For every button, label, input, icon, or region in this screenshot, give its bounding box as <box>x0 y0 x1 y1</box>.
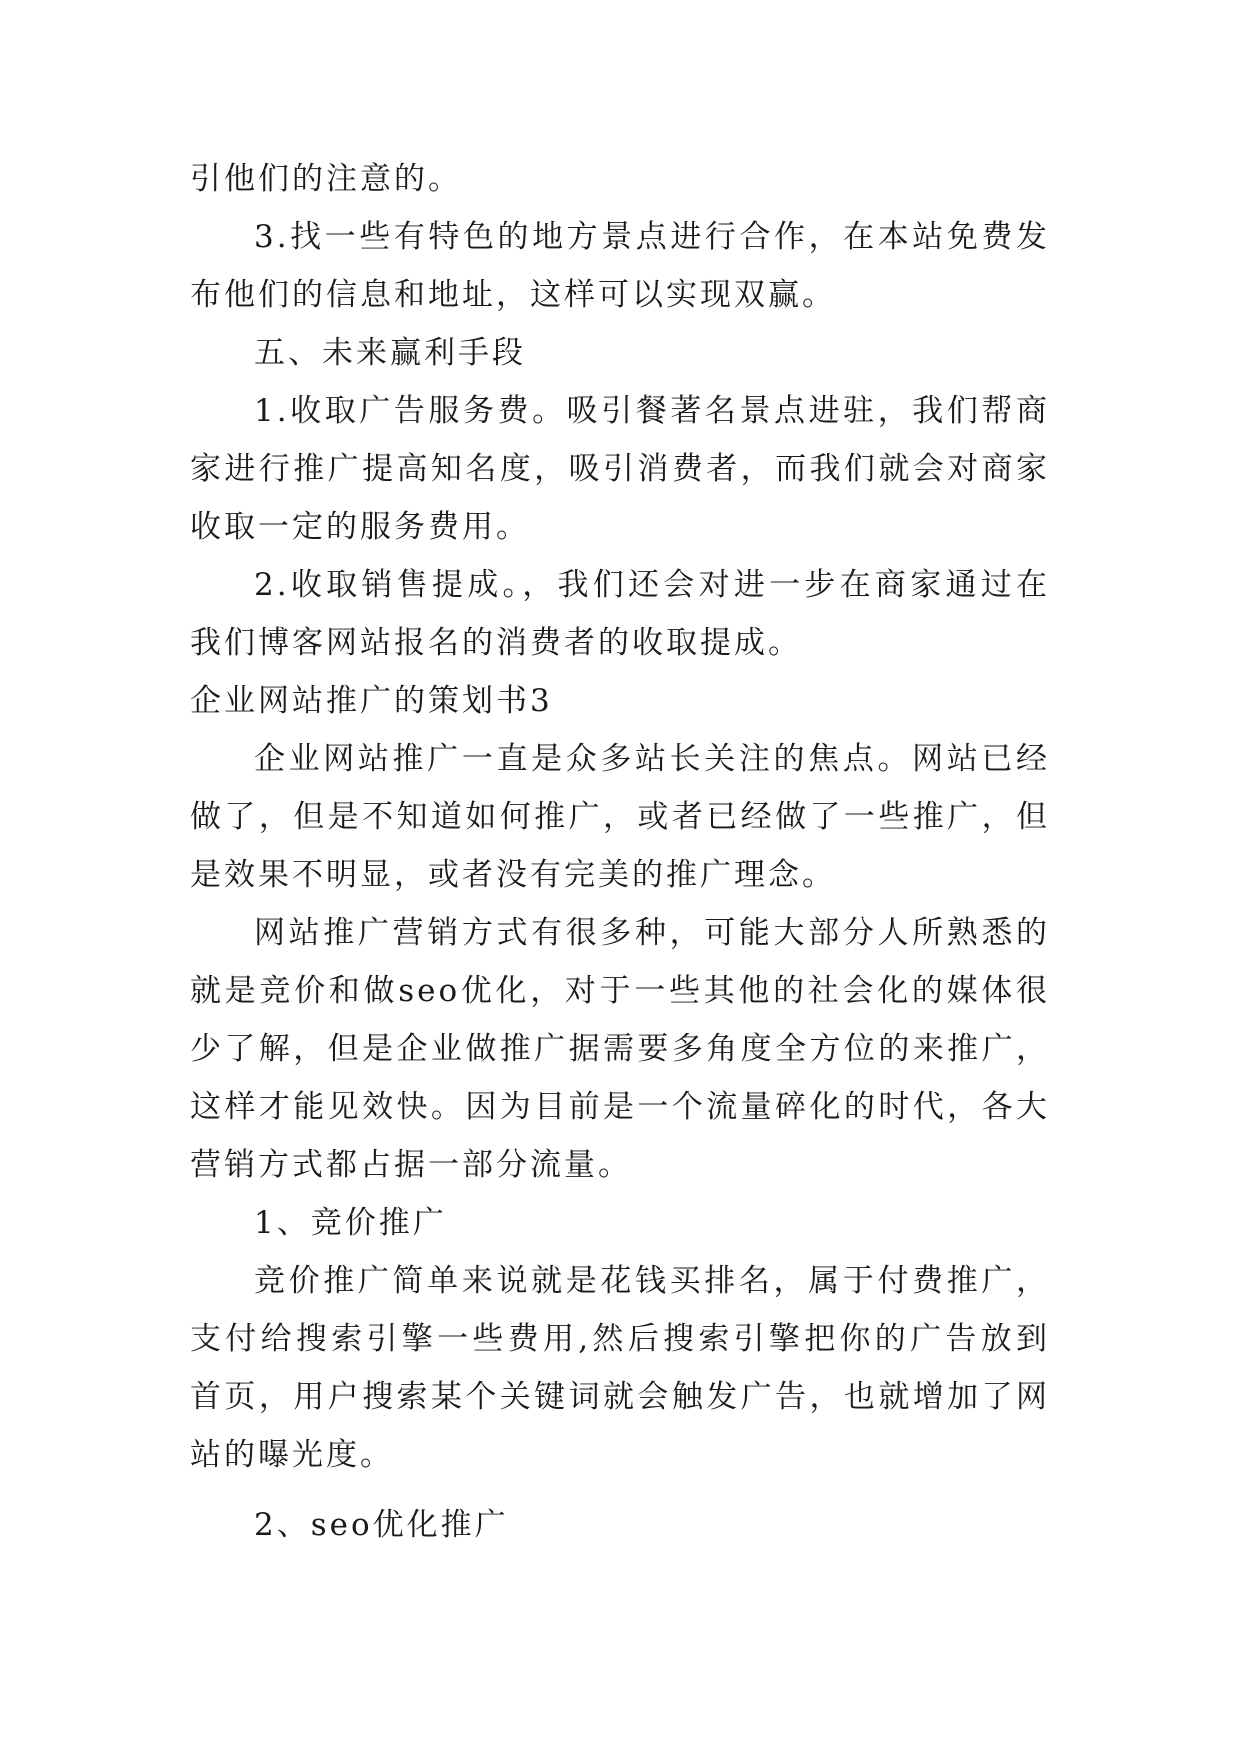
section-heading-profit: 五、未来赢利手段 <box>254 335 526 371</box>
subheading-bidding: 1、竞价推广 <box>254 1205 447 1241</box>
document-page <box>190 150 1050 1554</box>
paragraph-item-3: 3.找一些有特色的地方景点进行合作，在本站免费发布他们的信息和地址，这样可以实现双赢。 <box>190 219 1050 313</box>
paragraph-continuation: 引他们的注意的。 <box>190 161 462 197</box>
document-title: 企业网站推广的策划书3 <box>190 683 553 719</box>
paragraph-item-commission: 2.收取销售提成。，我们还会对进一步在商家通过在我们博客网站报名的消费者的收取提成。 <box>190 567 1050 661</box>
paragraph-methods: 网站推广营销方式有很多种，可能大部分人所熟悉的就是竞价和做seo优化，对于一些其他的社会化的媒体很少了解，但是企业做推广据需要多角度全方位的来推广，这样才能见效快。因为目前是一个流量碎化的时代，各大营销方式都占据一部分流量。 <box>190 915 1050 1183</box>
paragraph-bidding: 竞价推广简单来说就是花钱买排名，属于付费推广，支付给搜索引擎一些费用,然后搜索引擎把你的广告放到首页，用户搜索某个关键词就会触发广告，也就增加了网站的曝光度。 <box>190 1263 1050 1473</box>
paragraph-item-ad-fee: 1.收取广告服务费。吸引餐著名景点进驻，我们帮商家进行推广提高知名度，吸引消费者，而我们就会对商家收取一定的服务费用。 <box>190 393 1050 545</box>
paragraph-intro: 企业网站推广一直是众多站长关注的焦点。网站已经做了，但是不知道如何推广，或者已经做了一些推广，但是效果不明显，或者没有完美的推广理念。 <box>190 741 1050 893</box>
subheading-seo: 2、seo优化推广 <box>254 1507 509 1543</box>
